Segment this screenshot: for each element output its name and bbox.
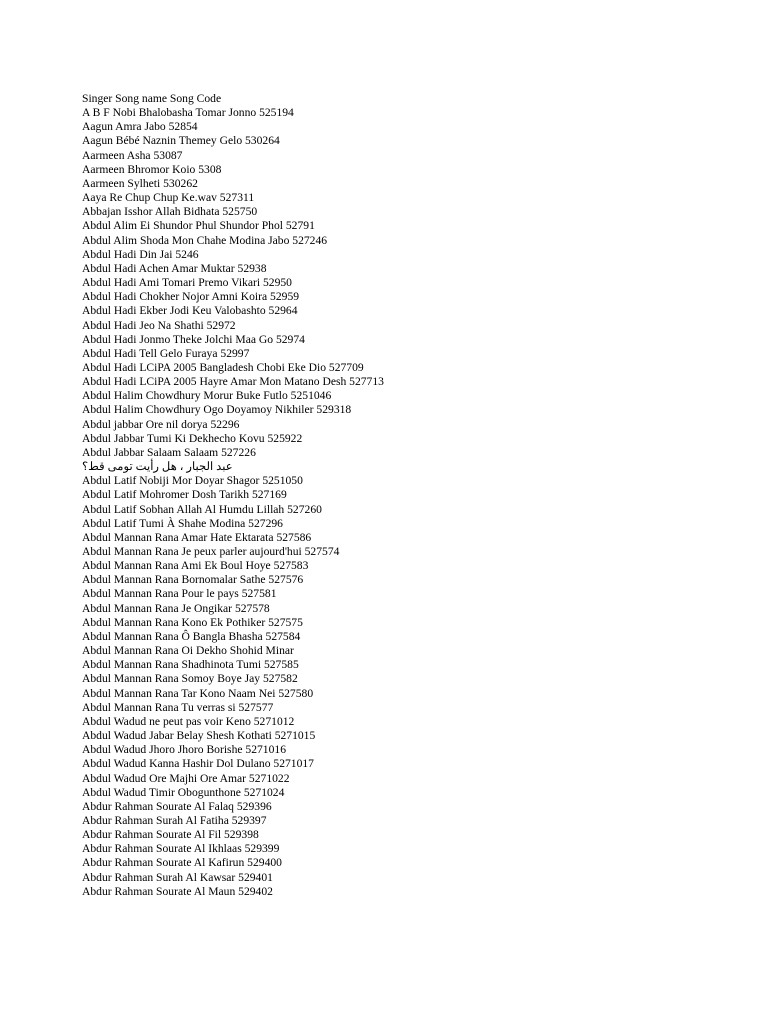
- list-item: Abdur Rahman Sourate Al Falaq 529396: [82, 799, 272, 813]
- list-item: Abdul Latif Sobhan Allah Al Humdu Lillah 527260: [82, 502, 322, 516]
- list-item: Aagun Amra Jabo 52854: [82, 120, 198, 134]
- list-item: Abdul Mannan Rana Je Ongikar 527578: [82, 601, 270, 615]
- list-item: Abdul Mannan Rana Ami Ek Boul Hoye 527583: [82, 559, 309, 573]
- list-item: Aarmeen Bhromor Koio 5308: [82, 162, 222, 176]
- list-item: Abdul Hadi LCiPA 2005 Bangladesh Chobi Eke Dio 527709: [82, 360, 364, 374]
- list-item: Abdul Mannan Rana Bornomalar Sathe 527576: [82, 573, 304, 587]
- list-item: Abdur Rahman Sourate Al Maun 529402: [82, 884, 273, 898]
- song-list: [82, 92, 384, 899]
- list-item: Abdul Wadud Kanna Hashir Dol Dulano 5271017: [82, 757, 314, 771]
- list-item: Abdul Hadi Ekber Jodi Keu Valobashto 52964: [82, 304, 298, 318]
- list-item: Abdul Mannan Rana Somoy Boye Jay 527582: [82, 672, 298, 686]
- list-item: Abdul Latif Tumi À Shahe Modina 527296: [82, 516, 283, 530]
- list-item: Abdul Hadi Jonmo Theke Jolchi Maa Go 52974: [82, 332, 305, 346]
- list-item: عبد الجبار ، هل رأيت تومى قط؟: [82, 460, 233, 474]
- list-item: Abdul Mannan Rana Oi Dekho Shohid Minar: [82, 644, 294, 658]
- list-item: Abdul Mannan Rana Ô Bangla Bhasha 527584: [82, 629, 301, 643]
- list-item: Abdul Mannan Rana Tar Kono Naam Nei 527580: [82, 686, 314, 700]
- list-item: Abdur Rahman Surah Al Fatiha 529397: [82, 813, 267, 827]
- list-item: Abdul Alim Ei Shundor Phul Shundor Phol 52791: [82, 219, 315, 233]
- list-item: Abdul Jabbar Tumi Ki Dekhecho Kovu 525922: [82, 431, 303, 445]
- list-item: Abdul jabbar Ore nil dorya 52296: [82, 417, 240, 431]
- list-item: Abdul Hadi Achen Amar Muktar 52938: [82, 261, 267, 275]
- list-item: Abdul Hadi Din Jai 5246: [82, 247, 199, 261]
- list-item: Abdul Hadi Ami Tomari Premo Vikari 52950: [82, 276, 292, 290]
- list-item: Abdur Rahman Sourate Al Fil 529398: [82, 828, 259, 842]
- list-item: Abdul Wadud Jhoro Jhoro Borishe 5271016: [82, 743, 286, 757]
- list-item: Abdul Hadi LCiPA 2005 Hayre Amar Mon Matano Desh 527713: [82, 375, 384, 389]
- list-item: Abdul Wadud ne peut pas voir Keno 5271012: [82, 714, 295, 728]
- list-item: Aaya Re Chup Chup Ke.wav 527311: [82, 191, 255, 205]
- list-item: Abdul Wadud Jabar Belay Shesh Kothati 5271015: [82, 729, 316, 743]
- list-item: Abdul Mannan Rana Je peux parler aujourd'hui 527574: [82, 545, 340, 558]
- list-item: Abdul Hadi Jeo Na Shathi 52972: [82, 318, 236, 332]
- list-header: Singer Song name Song Code: [82, 92, 222, 105]
- list-item: Abdul Mannan Rana Pour le pays 527581: [82, 587, 277, 601]
- list-item: Abdul Wadud Timir Obogunthone 5271024: [82, 785, 285, 799]
- list-item: Abdul Mannan Rana Kono Ek Pothiker 527575: [82, 615, 303, 629]
- list-item: Abdul Latif Mohromer Dosh Tarikh 527169: [82, 488, 287, 502]
- list-item: Abdul Latif Nobiji Mor Doyar Shagor 5251050: [82, 474, 303, 488]
- list-item: Abdul Mannan Rana Shadhinota Tumi 527585: [82, 658, 299, 672]
- list-item: Aarmeen Asha 53087: [82, 148, 183, 162]
- list-item: Abdur Rahman Sourate Al Kafirun 529400: [82, 856, 282, 870]
- list-item: Aagun Bébé Naznin Themey Gelo 530264: [82, 134, 280, 148]
- list-item: Abdul Jabbar Salaam Salaam 527226: [82, 445, 256, 459]
- list-item: Abdul Mannan Rana Amar Hate Ektarata 527586: [82, 530, 312, 544]
- list-item: Abdul Alim Shoda Mon Chahe Modina Jabo 527246: [82, 233, 328, 247]
- list-item: Abdul Hadi Chokher Nojor Amni Koira 52959: [82, 290, 300, 304]
- list-item: A B F Nobi Bhalobasha Tomar Jonno 525194: [82, 106, 294, 120]
- list-item: Abdul Halim Chowdhury Morur Buke Futlo 5251046: [82, 389, 332, 403]
- list-item: Aarmeen Sylheti 530262: [82, 176, 198, 190]
- list-item: Abbajan Isshor Allah Bidhata 525750: [82, 205, 258, 219]
- list-item: Abdul Wadud Ore Majhi Ore Amar 5271022: [82, 771, 290, 785]
- list-item: Abdur Rahman Sourate Al Ikhlaas 529399: [82, 842, 280, 856]
- list-item: Abdul Halim Chowdhury Ogo Doyamoy Nikhiler 529318: [82, 403, 352, 417]
- list-item: Abdur Rahman Surah Al Kawsar 529401: [82, 870, 273, 884]
- list-item: Abdul Hadi Tell Gelo Furaya 52997: [82, 346, 250, 360]
- list-item: Abdul Mannan Rana Tu verras si 527577: [82, 700, 274, 714]
